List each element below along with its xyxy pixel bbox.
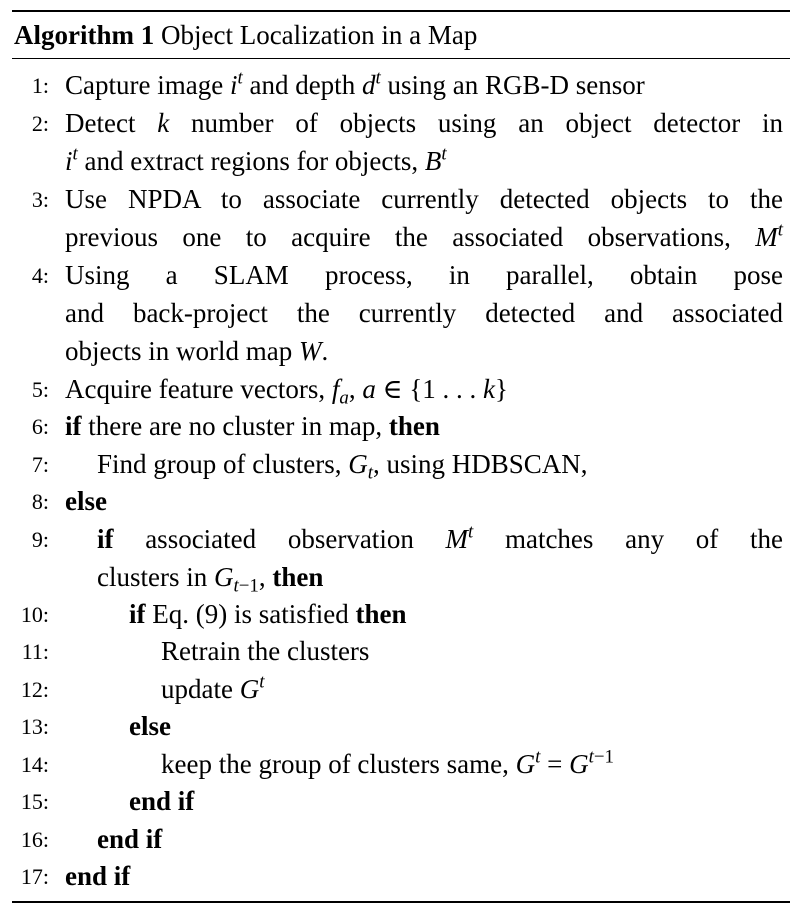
line-text: clusters in $G_{t-1}$, then — [97, 562, 324, 597]
line-text: update $G^t$ — [161, 671, 265, 704]
algorithm-line — [0, 105, 802, 142]
algorithm-label: Algorithm 1 — [14, 20, 155, 50]
algorithm-caption — [14, 16, 477, 54]
algorithm-title: Object Localization in a Map — [160, 20, 478, 50]
line-text: if Eq. (9) is satisfied then — [129, 599, 407, 629]
algorithm-line — [0, 783, 802, 820]
line-text: if associated observation $M^t$ matches any of the — [97, 521, 783, 554]
algorithm-line — [0, 858, 802, 895]
line-text: Capture image $i^t$ and depth $d^t$ using an RGB-D sensor — [65, 67, 645, 100]
algorithm-line — [0, 67, 802, 104]
bottom-rule — [12, 901, 790, 903]
line-text: $i^t$ and extract regions for objects, $B^t$ — [65, 143, 447, 176]
line-number: 8: — [31, 489, 49, 514]
algorithm-line — [0, 746, 802, 783]
line-text: end if — [129, 786, 195, 816]
line-number: 15: — [20, 789, 49, 814]
line-number: 16: — [20, 827, 49, 852]
line-number: 3: — [31, 187, 49, 212]
algorithm-line — [0, 181, 802, 218]
line-number: 6: — [31, 414, 49, 439]
line-number: 7: — [31, 452, 49, 477]
line-text: Retrain the clusters — [161, 636, 370, 666]
caption-rule — [12, 58, 790, 59]
line-text: end if — [65, 861, 131, 891]
line-number: 14: — [20, 752, 49, 777]
line-text: previous one to acquire the associated observations, $M^t$ — [65, 219, 783, 252]
top-rule — [12, 10, 790, 12]
line-text: and back-project the currently detected and associated — [65, 298, 783, 328]
algorithm-line — [0, 708, 802, 745]
algorithm-line-continued — [0, 333, 802, 370]
algorithm-line — [0, 446, 802, 483]
line-text: end if — [97, 824, 163, 854]
algorithm-line — [0, 408, 802, 445]
algorithm-line — [0, 596, 802, 633]
algorithm-line-continued — [0, 143, 802, 180]
line-number: 9: — [31, 527, 49, 552]
line-text: Acquire feature vectors, $f_a$, a ∈ {1 . . . k} — [65, 374, 508, 409]
line-number: 12: — [20, 677, 49, 702]
line-text: Detect k number of objects using an object detector in — [65, 108, 784, 138]
algorithm-line — [0, 671, 802, 708]
algorithm-line — [0, 633, 802, 670]
line-number: 1: — [31, 73, 49, 98]
algorithm-line — [0, 257, 802, 294]
algorithm-line — [0, 521, 802, 558]
algorithm-line-continued — [0, 559, 802, 596]
line-number: 13: — [20, 714, 49, 739]
line-number: 5: — [31, 377, 49, 402]
line-text: else — [129, 711, 171, 741]
algorithm-line — [0, 371, 802, 408]
algorithm-line-continued — [0, 219, 802, 256]
line-number: 2: — [31, 111, 49, 136]
line-number: 4: — [31, 263, 49, 288]
line-text: if there are no cluster in map, then — [65, 411, 440, 441]
algorithm-line-continued — [0, 295, 802, 332]
line-text: Find group of clusters, $G_t$, using HDBSCAN, — [97, 449, 588, 484]
algorithm-line — [0, 483, 802, 520]
line-text: keep the group of clusters same, $G^t = G^{t-1}$ — [161, 746, 614, 779]
line-number: 10: — [20, 602, 49, 627]
line-text: objects in world map W. — [65, 336, 329, 366]
line-number: 17: — [20, 864, 49, 889]
line-text: Using a SLAM process, in parallel, obtain pose — [65, 260, 783, 290]
line-text: else — [65, 486, 107, 516]
line-text: Use NPDA to associate currently detected objects to the — [65, 184, 783, 214]
line-number: 11: — [21, 639, 49, 664]
algorithm-line — [0, 821, 802, 858]
